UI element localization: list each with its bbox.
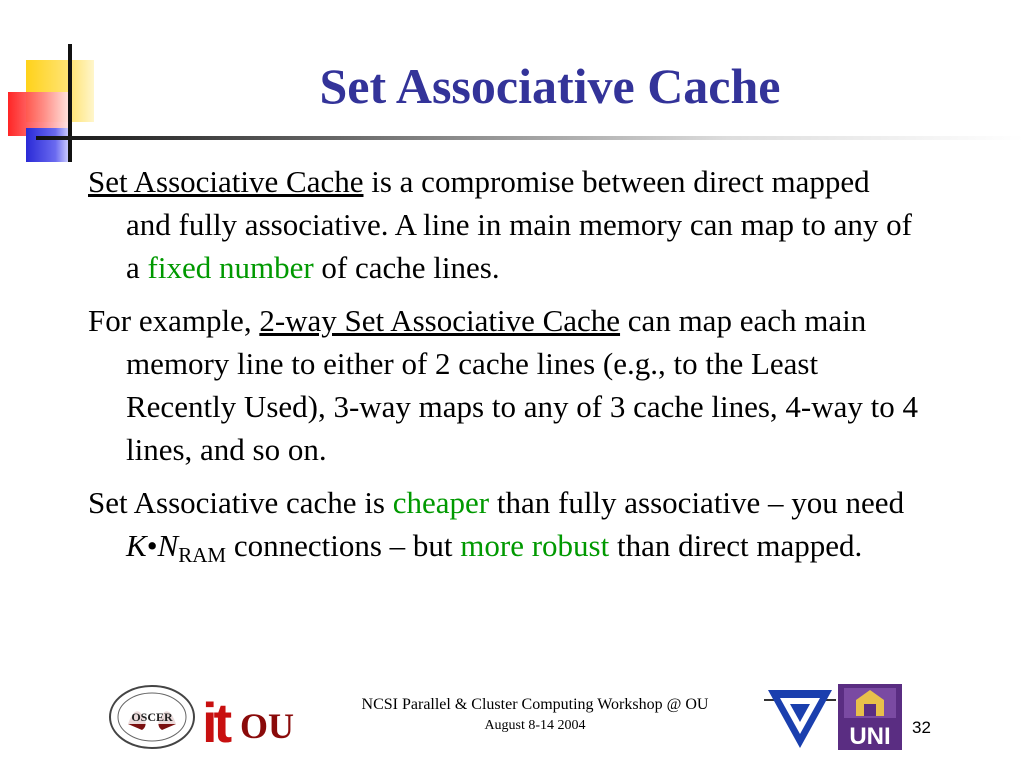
- bullet-2-lead: For example,: [88, 303, 260, 338]
- bullet-1-text-end: of cache lines.: [313, 250, 500, 285]
- dot-operator: •: [146, 528, 158, 563]
- bullet-1: [88, 160, 918, 289]
- bullet-list: [88, 160, 918, 577]
- uni-logo: [838, 684, 902, 750]
- ou-logo: [240, 686, 294, 748]
- bullet-3: [88, 481, 918, 567]
- page-number: 32: [912, 718, 931, 737]
- slide-title: Set Associative Cache: [319, 58, 781, 114]
- bullet-2-text: can map each main memory line to either of 2 cache lines (e.g., to the Least Recently Used), 3-way maps to any of 3 cache lines, 4-way to 4 lines, and so on.: [126, 303, 918, 467]
- term-set-associative-cache: Set Associative Cache: [88, 164, 364, 199]
- uni-logo-text: UNI: [849, 723, 891, 750]
- footer: [300, 694, 770, 736]
- footer-dates: August 8-14 2004: [484, 718, 586, 733]
- footer-workshop-title: NCSI Parallel & Cluster Computing Workshop @ OU: [361, 696, 709, 713]
- it-logo: [200, 686, 240, 754]
- bullet-3-text-2: than fully associative – you need: [489, 485, 905, 520]
- var-n: N: [157, 528, 179, 563]
- bullet-3-text-end: than direct mapped.: [609, 528, 863, 563]
- bullet-3-text-3: connections – but: [226, 528, 461, 563]
- bullet-1-text: is a compromise between direct mapped and fully associative. A line in main memory can map to any of a: [126, 164, 913, 285]
- bullet-3-text: Set Associative cache is: [88, 485, 393, 520]
- subscript-ram: RAM: [178, 543, 227, 567]
- bullet-2: [88, 299, 918, 471]
- ou-logo-text: OU: [240, 706, 294, 746]
- title-underline-rule: [36, 136, 1024, 140]
- var-k: K: [126, 528, 147, 563]
- it-logo-text: it: [202, 691, 229, 754]
- oscer-logo-text: OSCER: [131, 710, 173, 724]
- term-2-way-cache: 2-way Set Associative Cache: [259, 303, 621, 338]
- oscer-logo: [108, 684, 196, 750]
- highlight-more-robust: more robust: [460, 528, 610, 563]
- decor-vertical-line: [68, 44, 72, 162]
- highlight-cheaper: cheaper: [392, 485, 490, 520]
- highlight-fixed-number: fixed number: [147, 250, 314, 285]
- triangle-logo: [764, 686, 836, 752]
- decor-blue-square: [26, 128, 68, 162]
